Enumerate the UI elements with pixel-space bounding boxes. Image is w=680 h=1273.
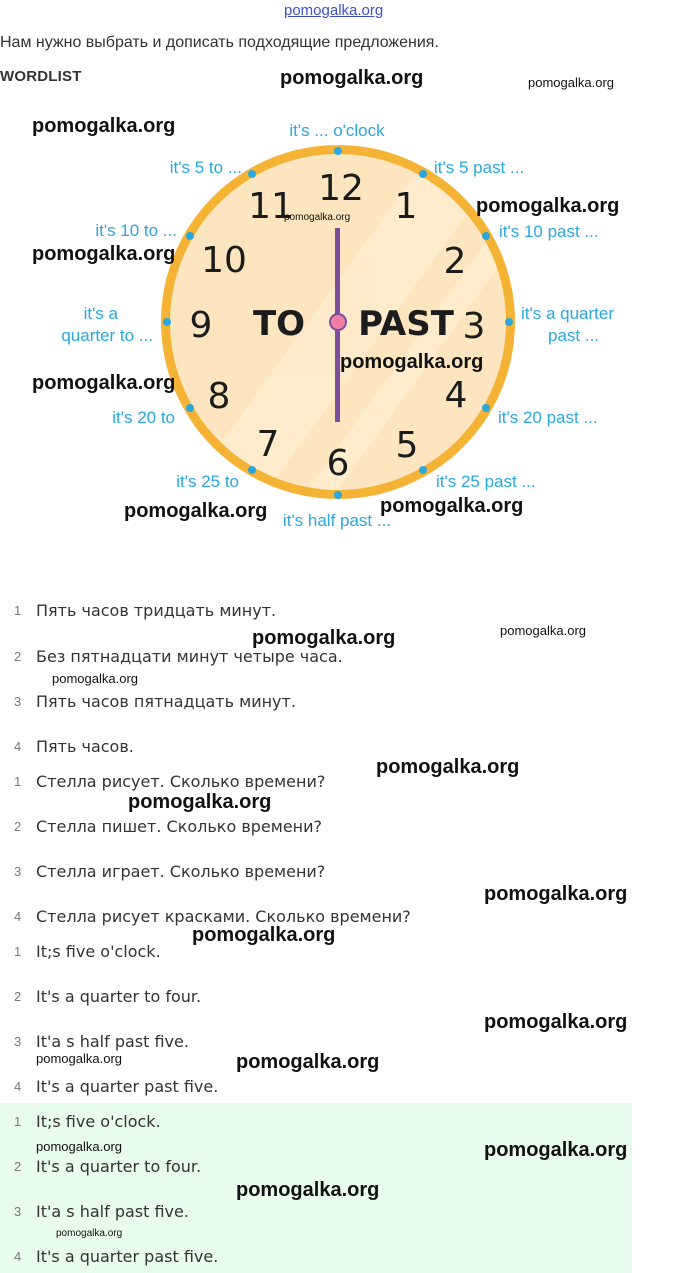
watermark: pomogalka.org bbox=[484, 1011, 628, 1033]
watermark: pomogalka.org bbox=[32, 115, 176, 137]
list-item: 1 It;s five o'clock. bbox=[14, 942, 161, 961]
clock-number-3: 3 bbox=[462, 306, 486, 347]
watermark: pomogalka.org bbox=[484, 883, 628, 905]
list-item: 3 Стелла играет. Сколько времени? bbox=[14, 862, 326, 881]
list-item: 4 It's a quarter past five. bbox=[14, 1077, 219, 1096]
watermark: pomogalka.org bbox=[36, 1051, 122, 1066]
clock-number-9: 9 bbox=[189, 305, 213, 346]
watermark: pomogalka.org bbox=[32, 243, 176, 265]
list-item: 2 It's a quarter to four. bbox=[14, 987, 202, 1006]
watermark: pomogalka.org bbox=[124, 500, 268, 522]
list-item: 4 Пять часов. bbox=[14, 737, 134, 756]
watermark: pomogalka.org bbox=[476, 195, 620, 217]
label-quarter-past-1: it's a quarter bbox=[521, 304, 615, 323]
clock-center-pin bbox=[330, 314, 346, 330]
watermark: pomogalka.org bbox=[36, 1139, 122, 1154]
watermark: pomogalka.org bbox=[376, 756, 520, 778]
watermark: pomogalka.org bbox=[56, 1228, 123, 1239]
watermark: pomogalka.org bbox=[284, 212, 351, 223]
clock-number-6: 6 bbox=[326, 443, 350, 484]
clock-number-11: 11 bbox=[248, 186, 294, 227]
label-half-past: it's half past ... bbox=[282, 511, 392, 530]
watermark: pomogalka.org bbox=[528, 75, 614, 90]
label-quarter-past-2: past ... bbox=[548, 326, 600, 345]
past-label: PAST bbox=[358, 304, 454, 344]
label-oclock: it's ... o'clock bbox=[289, 121, 385, 140]
clock-number-5: 5 bbox=[395, 425, 419, 466]
list-item: 1 Стелла рисует. Сколько времени? bbox=[14, 772, 326, 791]
intro-text: Нам нужно выбрать и дописать подходящие предложения. bbox=[0, 34, 439, 51]
list-item: 2 Без пятнадцати минут четыре часа. bbox=[14, 647, 343, 666]
label-20-past: it's 20 past ... bbox=[498, 408, 598, 427]
label-quarter-to-1: it's a bbox=[83, 304, 118, 323]
list-item: 4 It's a quarter past five. bbox=[14, 1247, 219, 1266]
clock-number-7: 7 bbox=[256, 424, 280, 465]
watermark: pomogalka.org bbox=[236, 1179, 380, 1201]
clock-number-10: 10 bbox=[201, 240, 247, 281]
watermark: pomogalka.org bbox=[32, 372, 176, 394]
label-5-to: it's 5 to ... bbox=[169, 158, 242, 177]
watermark-link[interactable]: pomogalka.org bbox=[284, 2, 384, 19]
clock-number-8: 8 bbox=[207, 376, 231, 417]
label-25-past: it's 25 past ... bbox=[436, 472, 536, 491]
watermark: pomogalka.org bbox=[192, 924, 336, 946]
watermark: pomogalka.org bbox=[52, 671, 138, 686]
list-item: 3 It'a s half past five. bbox=[14, 1032, 189, 1051]
label-quarter-to-2: quarter to ... bbox=[61, 326, 153, 345]
watermark: pomogalka.org bbox=[380, 495, 524, 517]
to-label: TO bbox=[252, 304, 306, 344]
list-item: 1 It;s five o'clock. bbox=[14, 1112, 161, 1131]
label-5-past: it's 5 past ... bbox=[434, 158, 525, 177]
wordlist-title: WORDLIST bbox=[0, 68, 82, 85]
list-item: 3 It'a s half past five. bbox=[14, 1202, 189, 1221]
clock-number-12: 12 bbox=[318, 168, 364, 209]
label-20-to: it's 20 to bbox=[112, 408, 175, 427]
clock-illustration bbox=[0, 100, 680, 540]
watermark: pomogalka.org bbox=[252, 627, 396, 649]
label-10-to: it's 10 to ... bbox=[95, 221, 177, 240]
watermark: pomogalka.org bbox=[280, 67, 424, 89]
watermark: pomogalka.org bbox=[128, 791, 272, 813]
watermark: pomogalka.org bbox=[484, 1139, 628, 1161]
label-25-to: it's 25 to bbox=[176, 472, 239, 491]
watermark: pomogalka.org bbox=[236, 1051, 380, 1073]
list-item: 2 It's a quarter to four. bbox=[14, 1157, 202, 1176]
clock-number-1: 1 bbox=[394, 186, 418, 227]
clock-number-4: 4 bbox=[444, 375, 468, 416]
clock-number-2: 2 bbox=[443, 241, 467, 282]
list-item: 3 Пять часов пятнадцать минут. bbox=[14, 692, 296, 711]
label-10-past: it's 10 past ... bbox=[499, 222, 599, 241]
list-item: 2 Стелла пишет. Сколько времени? bbox=[14, 817, 323, 836]
watermark: pomogalka.org bbox=[340, 351, 484, 373]
list-item: 1 Пять часов тридцать минут. bbox=[14, 601, 277, 620]
watermark: pomogalka.org bbox=[500, 623, 586, 638]
list-item: 4 Стелла рисует красками. Сколько времени? bbox=[14, 907, 411, 926]
